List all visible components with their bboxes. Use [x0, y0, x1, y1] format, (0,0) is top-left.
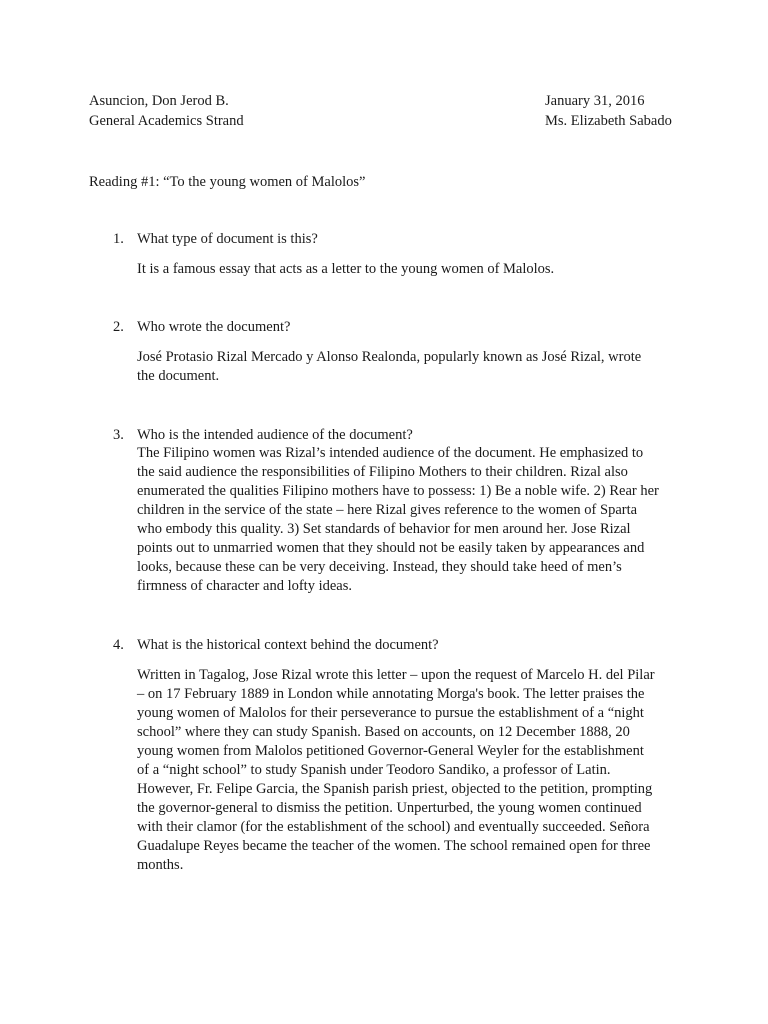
question-number: 1.: [113, 231, 124, 247]
question-number: 4.: [113, 637, 124, 653]
answer-line: enumerated the qualities Filipino mothers have to possess: 1) Be a noble wife. 2) Rear her: [137, 483, 659, 499]
answer-line: months.: [137, 857, 184, 873]
answer-line: However, Fr. Felipe Garcia, the Spanish parish priest, objected to the petition, prompting: [137, 781, 653, 797]
answer-paragraph: [137, 666, 677, 875]
question-text: Who wrote the document?: [137, 319, 291, 335]
answer-line: the said audience the responsibilities of Filipino Mothers to their children. Rizal also: [137, 464, 628, 480]
answer-line: looks, because these can be very deceiving. Instead, they should take heed of men’s: [137, 559, 622, 575]
answer-line: who embody this quality. 3) Set standards of behavior for men around her. Jose Rizal: [137, 521, 631, 537]
answer-line: firmness of character and lofty ideas.: [137, 578, 352, 594]
teacher-name: Ms. Elizabeth Sabado: [545, 113, 672, 129]
question-number: 2.: [113, 319, 124, 335]
student-name: Asuncion, Don Jerod B.: [89, 93, 229, 109]
answer-line: of a “night school” to study Spanish under Teodoro Sandiko, a professor of Latin.: [137, 762, 611, 778]
question-text: What type of document is this?: [137, 231, 318, 247]
answer-line: It is a famous essay that acts as a letter to the young women of Malolos.: [137, 261, 555, 277]
answer-line: young women from Malolos petitioned Governor-General Weyler for the establishment: [137, 743, 644, 759]
answer-line: The Filipino women was Rizal’s intended audience of the document. He emphasized to: [137, 445, 644, 461]
question-text: What is the historical context behind the document?: [137, 637, 439, 653]
answer-line: José Protasio Rizal Mercado y Alonso Realonda, popularly known as José Rizal, wrote: [137, 349, 642, 365]
answer-line: the governor-general to dismiss the petition. Unperturbed, the young women continued: [137, 800, 642, 816]
answer-line: with their clamor (for the establishment of the school) and eventually succeeded. Señora: [137, 819, 650, 835]
answer-line: young women of Malolos for their perseverance to pursue the establishment of a “night: [137, 705, 644, 721]
answer-line: points out to unmarried women that they should not be easily taken by appearances and: [137, 540, 645, 556]
question-number: 3.: [113, 427, 124, 443]
answer-line: Written in Tagalog, Jose Rizal wrote this letter – upon the request of Marcelo H. del Pilar: [137, 667, 655, 683]
answer-paragraph: [137, 348, 677, 386]
answer-line: children in the service of the state – here Rizal gives reference to the women of Sparta: [137, 502, 638, 518]
strand: General Academics Strand: [89, 113, 244, 129]
reading-title: Reading #1: “To the young women of Malolos”: [89, 174, 366, 190]
answer-line: – on 17 February 1889 in London while annotating Morga's book. The letter praises the: [137, 686, 645, 702]
answer-line: the document.: [137, 368, 220, 384]
answer-paragraph: [137, 260, 677, 279]
answer-paragraph: [137, 444, 677, 596]
date: January 31, 2016: [545, 93, 645, 109]
answer-line: school” where they can study Spanish. Based on accounts, on 12 December 1888, 20: [137, 724, 630, 740]
question-text: Who is the intended audience of the document?: [137, 427, 413, 443]
answer-line: Guadalupe Reyes became the teacher of the women. The school remained open for three: [137, 838, 651, 854]
